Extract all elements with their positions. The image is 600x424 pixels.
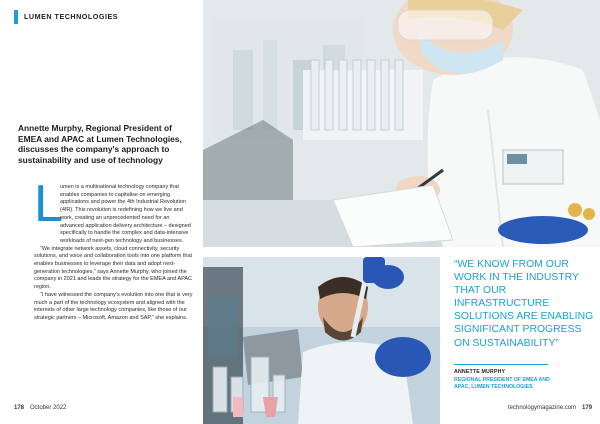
section-accent-bar bbox=[14, 10, 18, 24]
page-number-left: 178 bbox=[14, 405, 25, 411]
quote-attribution-title: REGIONAL PRESIDENT OF EMEA AND APAC, LUMEN TECHNOLOGIES bbox=[454, 377, 550, 390]
issue-date: October 2022 bbox=[30, 405, 67, 411]
body-paragraph-1: umen is a multinational technology company that enables companies to capitalise on emerging applications and power the 4th Industrial Revolution (4IR). This revolution is redefining how we live and work, creating an unprecedented need for an advanced application delivery architecture – designed specifically to handle the complex and data-intensive workloads of next-gen technology and businesses. bbox=[60, 184, 191, 244]
article-standfirst: Annette Murphy, Regional President of EMEA and APAC at Lumen Technologies, discusses the company's approach to sustainability and use of technology bbox=[18, 123, 182, 165]
quote-attribution-name: ANNETTE MURPHY bbox=[454, 369, 506, 375]
page-number-right: 179 bbox=[582, 405, 593, 411]
pipette-scientist-photo bbox=[203, 257, 440, 424]
footer-right bbox=[508, 405, 592, 411]
body-paragraph-2: “We integrate network assets, cloud connectivity, security solutions, and voice and collaboration tools into one platform that enables businesses to leverage their data and adopt next-generation technologies,” says Annette Murphy, who joined the company in 2021 and leads the strategy for the EMEA and APAC region. bbox=[34, 245, 193, 291]
lab-scene-illustration bbox=[203, 0, 600, 247]
quote-divider bbox=[454, 364, 548, 365]
pipette-scene-illustration bbox=[203, 257, 440, 424]
section-label: LUMEN TECHNOLOGIES bbox=[24, 12, 119, 21]
drop-cap: L bbox=[34, 175, 63, 233]
lab-scientist-photo bbox=[203, 0, 600, 247]
body-paragraph-3: “I have witnessed the company’s evolution into one that is very much a part of the technology ecosystem and aligned with the interests of other large technology companies, like those of our strategic partners – Microsoft, Amazon and SAP,” she explains. bbox=[34, 291, 193, 321]
magazine-website: technologymagazine.com bbox=[508, 405, 577, 411]
article-body bbox=[34, 175, 194, 323]
footer-left bbox=[14, 405, 66, 411]
pull-quote: “WE KNOW FROM OUR WORK IN THE INDUSTRY THAT OUR INFRASTRUCTURE SOLUTIONS ARE ENABLING SIGNIFICANT PROGRESS ON SUSTAINABILITY” bbox=[454, 259, 594, 349]
